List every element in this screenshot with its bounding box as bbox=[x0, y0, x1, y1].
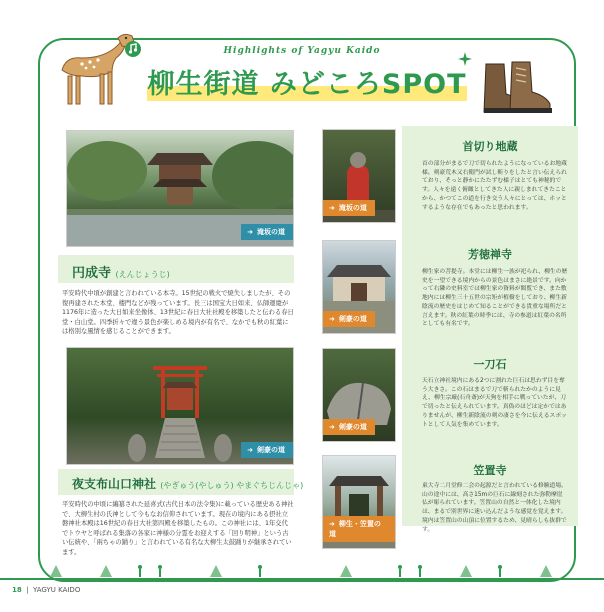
kasaokiji-area-tag: ➜ 柳生・笠置の道 bbox=[323, 516, 395, 542]
kubikiri-title: 首切り地蔵 bbox=[462, 140, 518, 153]
ittoseki-photo bbox=[322, 348, 396, 442]
kasaokiji-title: 笠置寺 bbox=[473, 464, 507, 477]
kasaokiji-description: 東大寺二月堂修二会の起源だと言われている修験道場。山の途中には、高さ15mの巨石に線刻された弥勒摩崖仏が彫られています。笠置山の自然と一体化した境内は、まるで別世界に迷い込んだような感覚を覚えます。境内は笠置山の山頂に位置するため、見晴らしも抜群です。 bbox=[422, 483, 567, 533]
kubikiri-photo bbox=[322, 129, 396, 223]
enjoji-photo bbox=[66, 130, 294, 247]
hiking-boots-illustration bbox=[478, 60, 558, 116]
page-footer: 18 | YAGYU KAIDO bbox=[12, 586, 81, 594]
kubikiri-description: 首の部分がまるで刀で切られたようになっているお地蔵様。剣豪荒木又右衛門が試し斬りをしたと言い伝えられており、そっと静かにたたずむ様子はとても神秘的です。人々を遠く俯瞰としてきた人に親しまれてきたことから、かつてこの道を行き交う人々にとっては、ホッとするような存在でもあったと思われます。 bbox=[422, 161, 567, 211]
page-subtitle: Highlights of Yagyu Kaido bbox=[223, 46, 381, 56]
hotokuji-description: 柳生家の菩提寺。本堂には柳生一族が祀られ、柳生の歴史を一望できる境内からの景色はまさに絶景です。向かって右隣の史料室では柳生家の資料が閲覧でき、また敷地内には柳生三十五世の宗矩が植樹をしており、柳生新陰流の歴史をはじめて知ることができる貴重な場所だと言えます。秋の紅葉の時季には、寺の参道は紅葉の名所としても有名です。 bbox=[422, 269, 568, 328]
hotokuji-title: 芳徳禅寺 bbox=[468, 248, 512, 261]
yagyu-shrine-photo bbox=[66, 347, 294, 465]
bottom-rule bbox=[0, 578, 604, 580]
yagyu-shrine-description: 平安時代の中頃に編纂された延喜式(古代日本の法令集)に載っている歴史ある神社で、大柳生村の氏神として今もなお信仰されています。現在の境内にある摂社立磐神社本殿は16世紀の春日大社第四殿を移築したもの。この神社には、1年交代でトウヤと呼ばれる集落の各家に神様の分霊をお迎えする「回り明神」という古い伝統や、「兩ちゃの踊り」と言われている有名な大柳生太鼓踊りが継承されています。 bbox=[62, 501, 294, 556]
ittoseki-title: 一刀石 bbox=[473, 358, 507, 371]
kasaokiji-photo bbox=[322, 455, 396, 549]
hotokuji-area-tag: ➜ 剣豪の道 bbox=[323, 311, 375, 327]
hikers-trees-decoration bbox=[40, 563, 570, 579]
yagyu-shrine-title: 夜支布山口神社 (やぎゅう(やしゅう) やまぐちじんじゃ) bbox=[72, 477, 304, 491]
ittoseki-description: 天石立神社境内にある2つに割れた巨石は思わず目を奪う大きさ。この石はまるで刀で斬られたかのように見え、柳生宗厳(石舟斎)が天狗を相手に戦っていたが、刀で切ったと伝えられています。真偽のほどは定かではありませんが、柳生新陰流の剣の凄さを今に伝えるスポットとして人気を集めています。 bbox=[422, 378, 567, 428]
page-title: 柳生街道 みどころSPOT bbox=[142, 62, 472, 101]
yagyu-shrine-area-tag: ➜ 剣豪の道 bbox=[241, 442, 293, 458]
kubikiri-area-tag: ➜ 滝坂の道 bbox=[323, 200, 375, 216]
enjoji-description: 平安時代中頃が創建と言われている本寺。15世紀の戦火で焼失しましたが、その復再建された本堂、楼門などが残っています。長三は国宝大日如来、仏師運慶が1176年に造った大日如来坐像体、13世紀に春日大社社殿を移築したと伝わる春日堂・白山堂。四季折々で違う景色が楽しめる境内が有名で、なかでも秋の紅葉には格別な風情を感じることができます。 bbox=[62, 290, 294, 336]
enjoji-title: 円成寺 (えんじょうじ) bbox=[72, 266, 170, 281]
enjoji-area-tag: ➜ 滝坂の道 bbox=[241, 224, 293, 240]
ittoseki-area-tag: ➜ 剣豪の道 bbox=[323, 419, 375, 435]
hotokuji-photo bbox=[322, 240, 396, 334]
